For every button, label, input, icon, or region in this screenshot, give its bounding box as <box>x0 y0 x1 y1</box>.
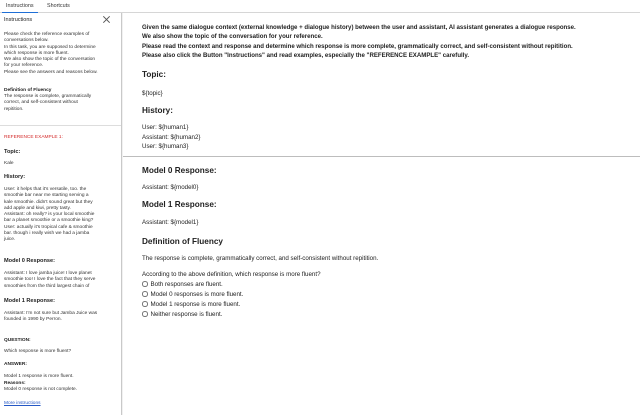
history-text <box>142 123 632 152</box>
intro-line: In this task, you are supposed to determine <box>4 44 96 50</box>
option-label[interactable]: Neither response is fluent. <box>150 311 223 318</box>
intro-line: Please check the reference examples of <box>4 32 90 37</box>
option-model0-fluent[interactable] <box>142 291 243 299</box>
option-both-fluent[interactable] <box>142 281 223 289</box>
history-line: Assistant: oh really? is your local smoothie <box>4 212 95 218</box>
answer-label: ANSWER: <box>4 362 27 367</box>
intro-line: We also show the topic of the conversation <box>4 57 96 63</box>
intro-line: Please see the answers and reasons below. <box>4 69 98 75</box>
model1-line: founded in 1990 by Perron. <box>4 317 62 323</box>
model0-line: smoothies from the third largest chain of <box>4 283 90 289</box>
model0-response: Assistant: ${model0} <box>142 184 199 191</box>
radio-button[interactable] <box>142 291 148 297</box>
option-label[interactable]: Model 0 responses is more fluent. <box>150 291 244 298</box>
instruction-line: Please read the context and response and determine which response is more complete, grammatically correct, and self-consistent without repitition. <box>142 42 573 50</box>
instruction-line: We also show the topic of the conversation for your reference. <box>142 33 323 41</box>
answer-text: Model 1 response is more fluent. <box>4 374 74 379</box>
question-text: According to the above definition, which response is more fluent? <box>142 271 321 278</box>
option-label[interactable]: Model 1 response is more fluent. <box>150 301 241 308</box>
instructions-panel <box>0 13 122 415</box>
reasons-label: Reasons: <box>4 381 26 386</box>
model0-line: smoothie too! I love the fact that they serve <box>4 277 96 283</box>
section-divider <box>123 156 640 157</box>
tab-instructions[interactable]: Instructions <box>2 0 38 13</box>
question-label: QUESTION: <box>4 338 31 343</box>
model1-line: Assistant: I'm not sure but Jamba Juice was <box>4 311 98 316</box>
history-line: User: actually it's tropical cafe & smoothie <box>4 224 93 230</box>
history-line: bar a planet smoothie or a smoothie king? <box>4 218 94 224</box>
option-model1-fluent[interactable] <box>142 301 240 309</box>
main-panel <box>123 13 640 415</box>
option-neither-fluent[interactable] <box>142 311 222 319</box>
history-line: bar. though i really wish we had a jamba <box>4 231 90 237</box>
definition-line: repitition. <box>4 106 24 112</box>
definition-text: The response is complete, grammatically correct, and self-consistent without repitition. <box>142 255 379 262</box>
history-heading: History: <box>142 106 173 115</box>
instruction-line: Given the same dialogue context (external knowledge + dialogue history) between the user and assistant, AI assistant generates a dialogue response. <box>142 24 576 31</box>
model0-line: Assistant: I love jamba juice! I love planet <box>4 271 92 276</box>
panel-title: Instructions <box>4 17 33 23</box>
model1-response: Assistant: ${model1} <box>142 219 199 226</box>
definition-text <box>4 94 116 113</box>
intro-line: which response is more fluent. <box>4 50 69 56</box>
model0-heading: Model 0 Response: <box>142 166 217 175</box>
top-tab-bar <box>0 0 640 13</box>
definition-line: The response is complete, grammatically <box>4 94 92 99</box>
tab-shortcuts[interactable]: Shortcuts <box>47 3 70 9</box>
history-line: juice. <box>4 237 16 243</box>
divider <box>0 125 122 126</box>
ref-model0-heading: Model 0 Response: <box>4 258 55 264</box>
history-line: add apple and kiwi, pretty tasty. <box>4 205 71 211</box>
history-line: kale smoothie. didn't sound great but they <box>4 199 93 205</box>
radio-button[interactable] <box>142 301 148 307</box>
radio-button[interactable] <box>142 281 148 287</box>
model1-heading: Model 1 Response: <box>142 200 217 209</box>
history-line: User: it helps that it's versatile, too. the <box>4 187 87 192</box>
topic-heading: Topic: <box>142 70 166 79</box>
task-instructions <box>142 23 632 60</box>
ref-model1-text <box>4 311 116 324</box>
history-line: User: ${human3} <box>142 143 189 151</box>
topic-value: ${topic} <box>142 90 163 97</box>
ref-history-heading: History: <box>4 174 26 180</box>
question-text: Which response is more fluent? <box>4 349 72 354</box>
definition-line: correct, and self-consistent without <box>4 100 78 106</box>
intro-line: conversations below. <box>4 38 49 44</box>
radio-button[interactable] <box>142 311 148 317</box>
option-label[interactable]: Both responses are fluent. <box>150 281 223 288</box>
ref-topic-value: Kale <box>4 161 14 166</box>
ref-history-text <box>4 187 116 244</box>
ref-model1-heading: Model 1 Response: <box>4 298 55 304</box>
reference-example-label: REFERENCE EXAMPLE 1: <box>4 135 63 140</box>
intro-line: for your reference. <box>4 63 44 69</box>
instruction-line: Please also click the Button "Instructions" and read examples, especially the "REFERENCE EXAMPLE" carefully. <box>142 51 470 59</box>
more-instructions-link[interactable]: More instructions <box>4 401 41 406</box>
history-line: Assistant: ${human2} <box>142 133 201 141</box>
definition-heading: Definition of Fluency <box>142 237 223 246</box>
close-icon[interactable] <box>103 16 110 23</box>
reasons-text: Model 0 response is not complete. <box>4 387 78 392</box>
intro-text <box>4 32 116 76</box>
definition-heading: Definition of Fluency <box>4 88 52 93</box>
ref-model0-text <box>4 271 116 290</box>
ref-topic-heading: Topic: <box>4 149 21 155</box>
history-line: User: ${human1} <box>142 124 189 131</box>
history-line: smoothie bar near me starting serving a <box>4 193 89 199</box>
